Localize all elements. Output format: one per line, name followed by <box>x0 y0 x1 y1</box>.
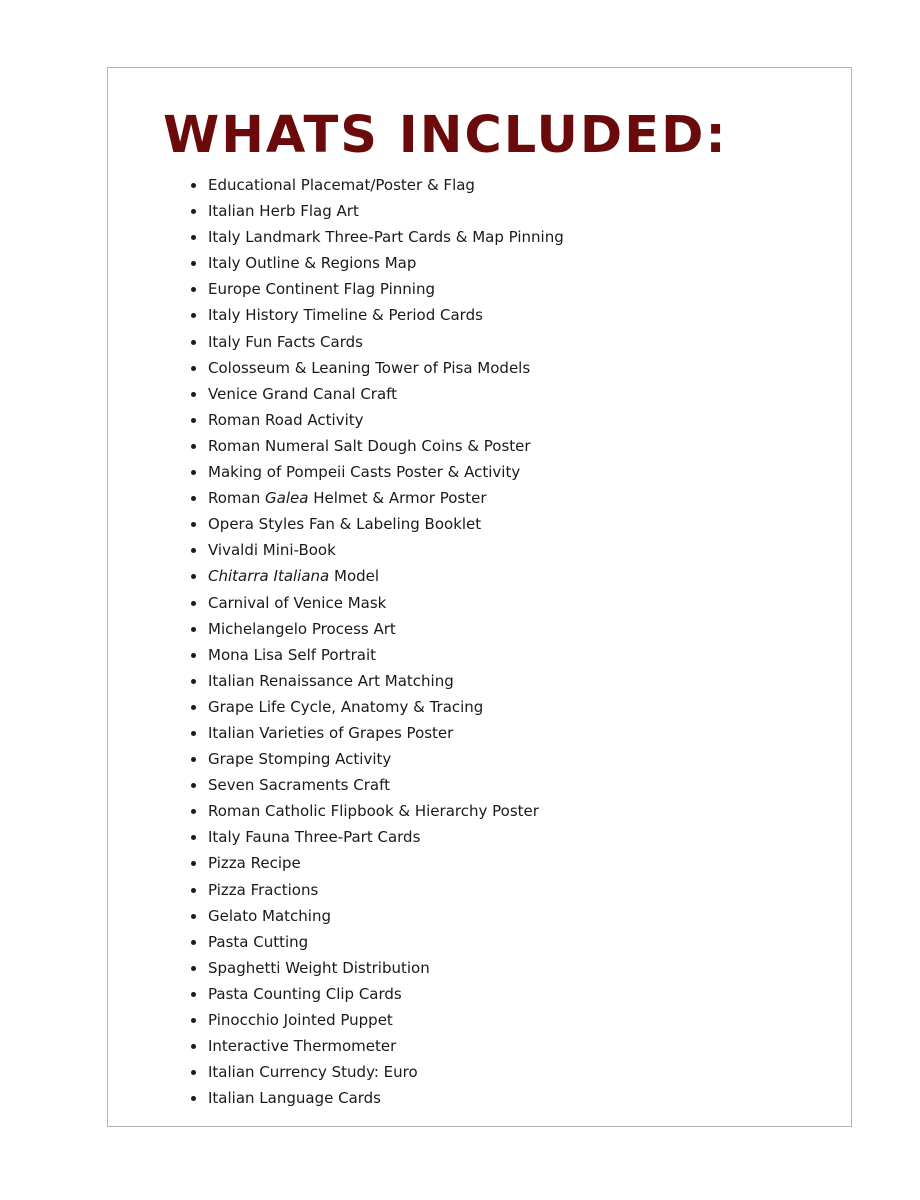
bullet-icon <box>191 757 196 762</box>
list-item <box>191 537 564 563</box>
list-item <box>191 302 564 328</box>
included-items-list <box>191 172 564 1111</box>
list-item-text: Grape Life Cycle, Anatomy & Tracing <box>208 697 484 716</box>
list-item-text: Italy Landmark Three-Part Cards & Map Pinning <box>208 228 564 247</box>
list-item-text: Mona Lisa Self Portrait <box>208 645 376 664</box>
list-item-text: Italian Renaissance Art Matching <box>208 671 454 690</box>
list-item-text: Italian Language Cards <box>208 1089 381 1108</box>
bullet-icon <box>191 366 196 371</box>
list-item <box>191 694 564 720</box>
list-item-text: Pizza Fractions <box>208 880 319 899</box>
list-item-text: Pizza Recipe <box>208 854 301 873</box>
list-item-text: Michelangelo Process Art <box>208 619 396 638</box>
list-item <box>191 824 564 850</box>
bullet-icon <box>191 235 196 240</box>
list-item <box>191 1059 564 1085</box>
list-item <box>191 459 564 485</box>
bullet-icon <box>191 496 196 501</box>
list-item <box>191 590 564 616</box>
bullet-icon <box>191 1070 196 1075</box>
list-item <box>191 1085 564 1111</box>
list-item-text: Italian Currency Study: Euro <box>208 1063 418 1082</box>
bullet-icon <box>191 705 196 710</box>
list-item <box>191 642 564 668</box>
list-item-text: Opera Styles Fan & Labeling Booklet <box>208 515 482 534</box>
list-item-text: Roman Road Activity <box>208 410 364 429</box>
bullet-icon <box>191 679 196 684</box>
list-item-text: Pinocchio Jointed Puppet <box>208 1011 393 1029</box>
bullet-icon <box>191 183 196 188</box>
list-item-text: Italy Fun Facts Cards <box>208 332 363 351</box>
list-item-text: Seven Sacraments Craft <box>208 776 390 795</box>
list-item <box>191 276 564 302</box>
list-item-text: Roman Catholic Flipbook & Hierarchy Poster <box>208 802 539 821</box>
list-item-text: Italy History Timeline & Period Cards <box>208 306 483 325</box>
bullet-icon <box>191 1018 196 1023</box>
list-item <box>191 981 564 1007</box>
bullet-icon <box>191 601 196 606</box>
list-item-text: Roman Numeral Salt Dough Coins & Poster <box>208 436 531 455</box>
bullet-icon <box>191 835 196 840</box>
bullet-icon <box>191 809 196 814</box>
bullet-icon <box>191 627 196 632</box>
bullet-icon <box>191 1044 196 1049</box>
list-item-text: Colosseum & Leaning Tower of Pisa Models <box>208 358 531 377</box>
list-item-italic-text: Galea <box>265 489 309 508</box>
list-item-text: Pasta Cutting <box>208 932 309 951</box>
list-item <box>191 798 564 824</box>
list-item <box>191 850 564 876</box>
list-item <box>191 563 564 589</box>
list-item <box>191 433 564 459</box>
list-item-text: Pasta Counting Clip Cards <box>208 984 402 1003</box>
list-item <box>191 407 564 433</box>
list-item-text: Italian Herb Flag Art <box>208 202 359 221</box>
bullet-icon <box>191 731 196 736</box>
bullet-icon <box>191 522 196 527</box>
list-item <box>191 198 564 224</box>
bullet-icon <box>191 418 196 423</box>
bullet-icon <box>191 261 196 266</box>
bullet-icon <box>191 470 196 475</box>
list-item-text: Making of Pompeii Casts Poster & Activity <box>208 463 521 482</box>
bullet-icon <box>191 313 196 318</box>
list-item <box>191 877 564 903</box>
bullet-icon <box>191 783 196 788</box>
bullet-icon <box>191 966 196 971</box>
bullet-icon <box>191 992 196 997</box>
list-item <box>191 224 564 250</box>
list-item-text: Vivaldi Mini-Book <box>208 541 336 560</box>
list-item-text: Educational Placemat/Poster & Flag <box>208 176 475 194</box>
list-item-text: Gelato Matching <box>208 906 332 925</box>
list-item <box>191 616 564 642</box>
list-item <box>191 955 564 981</box>
list-item-text: Italy Fauna Three-Part Cards <box>208 828 421 847</box>
list-item <box>191 668 564 694</box>
bullet-icon <box>191 392 196 397</box>
bullet-icon <box>191 914 196 919</box>
list-item <box>191 746 564 772</box>
list-item-text: Model <box>329 567 380 586</box>
list-item <box>191 485 564 511</box>
bullet-icon <box>191 888 196 893</box>
list-item <box>191 929 564 955</box>
list-item-text: Europe Continent Flag Pinning <box>208 280 435 299</box>
list-item <box>191 355 564 381</box>
bullet-icon <box>191 940 196 945</box>
list-item-text: Italian Varieties of Grapes Poster <box>208 723 454 742</box>
list-item <box>191 172 564 198</box>
list-item <box>191 1033 564 1059</box>
list-item-text: Interactive Thermometer <box>208 1037 397 1056</box>
bullet-icon <box>191 653 196 658</box>
list-item-text: Spaghetti Weight Distribution <box>208 958 430 977</box>
page-title: WHATS INCLUDED: <box>163 106 728 165</box>
bullet-icon <box>191 444 196 449</box>
list-item <box>191 381 564 407</box>
list-item-text: Carnival of Venice Mask <box>208 593 387 612</box>
list-item <box>191 250 564 276</box>
list-item-text: Grape Stomping Activity <box>208 750 392 769</box>
list-item <box>191 772 564 798</box>
list-item <box>191 903 564 929</box>
bullet-icon <box>191 861 196 866</box>
list-item-text: Venice Grand Canal Craft <box>208 384 398 403</box>
list-item <box>191 720 564 746</box>
bullet-icon <box>191 1096 196 1101</box>
bullet-icon <box>191 548 196 553</box>
list-item-text: Italy Outline & Regions Map <box>208 254 417 273</box>
bullet-icon <box>191 340 196 345</box>
list-item-text: Helmet & Armor Poster <box>308 489 487 508</box>
bullet-icon <box>191 287 196 292</box>
bullet-icon <box>191 574 196 579</box>
list-item-italic-text: Chitarra Italiana <box>208 567 330 586</box>
list-item <box>191 1007 564 1033</box>
bullet-icon <box>191 209 196 214</box>
list-item <box>191 329 564 355</box>
list-item <box>191 511 564 537</box>
list-item-text: Roman <box>208 489 266 508</box>
